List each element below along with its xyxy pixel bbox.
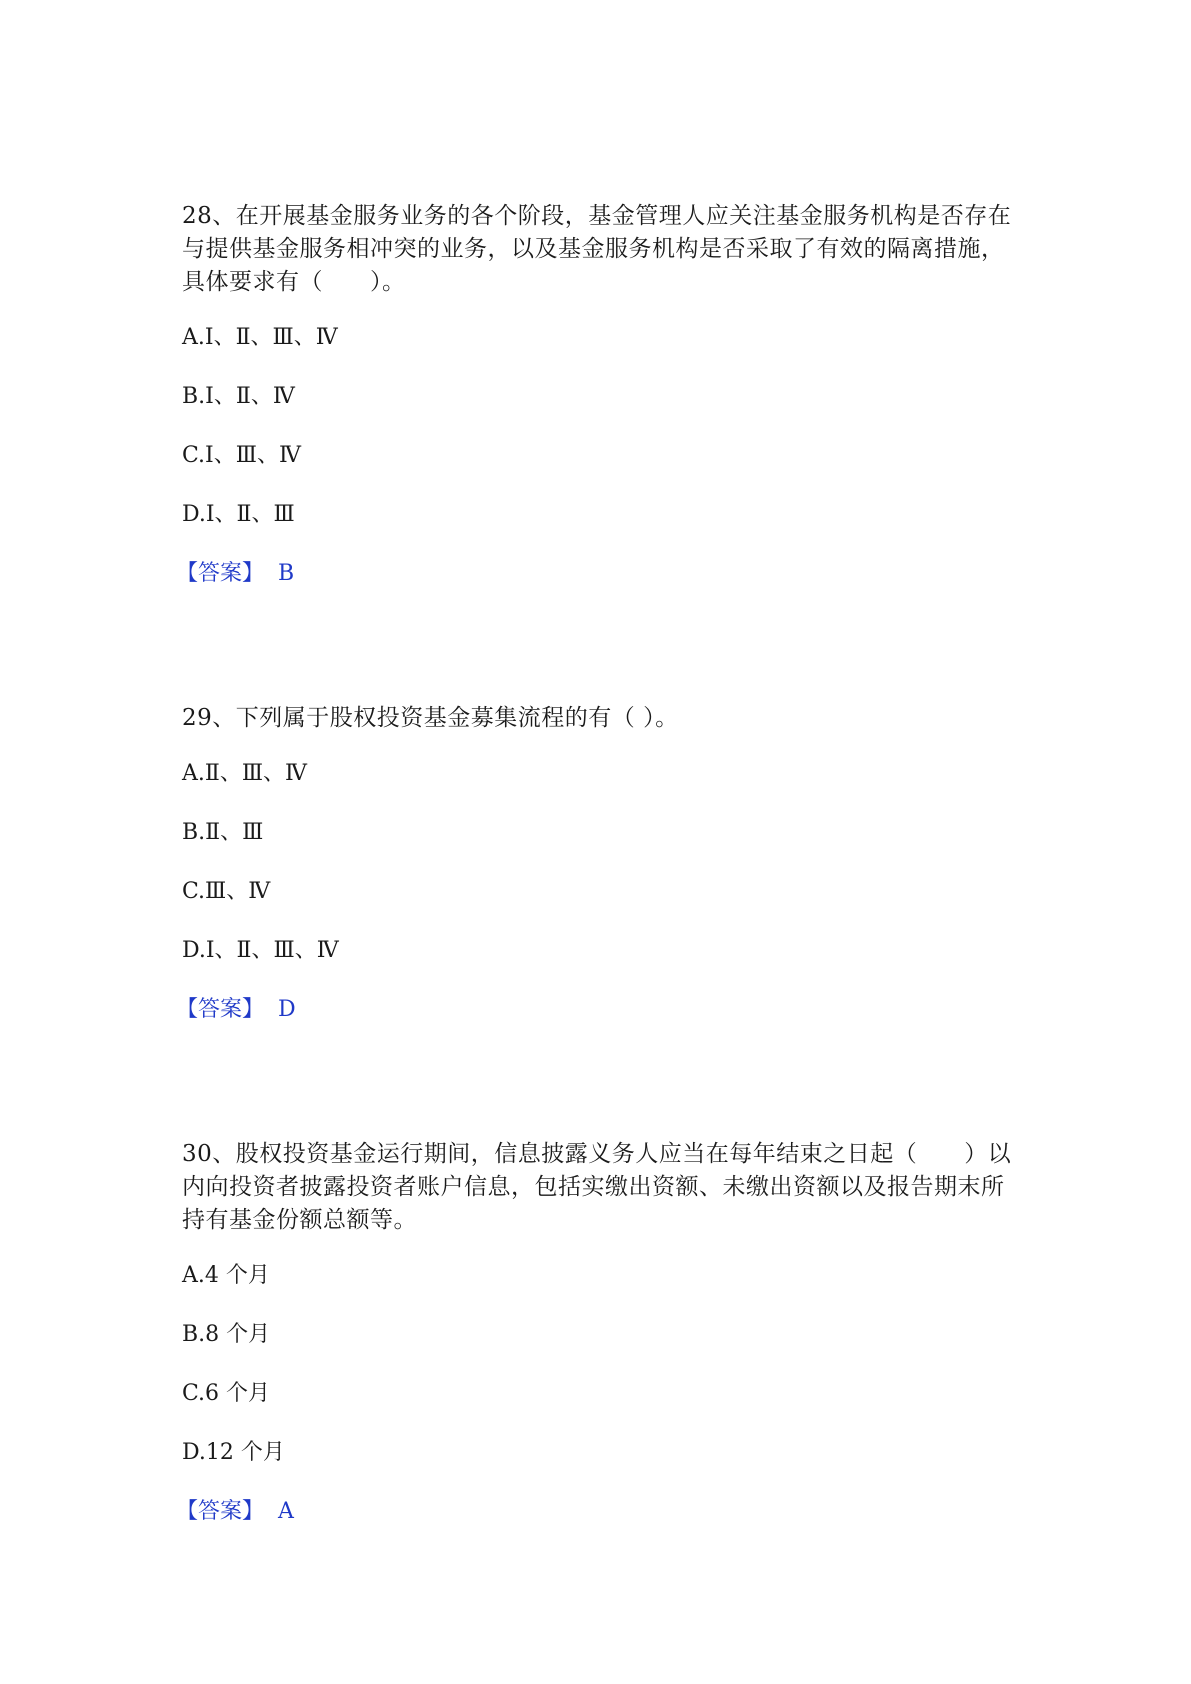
option-letter: D.: [182, 1440, 206, 1465]
option-c: [182, 875, 1012, 908]
exam-page: [176, 200, 1012, 1528]
answer-line: [176, 993, 1012, 1026]
option-letter: A.: [182, 325, 205, 350]
option-d: [182, 498, 1012, 531]
option-text: Ⅰ、Ⅱ、Ⅲ、Ⅳ: [204, 325, 338, 350]
question-28: [176, 200, 1012, 590]
option-text: 8 个月: [205, 1322, 271, 1347]
option-a: [182, 1259, 1012, 1292]
option-letter: B.: [182, 1322, 206, 1347]
question-29: [176, 702, 1012, 1026]
option-b: [182, 1318, 1012, 1351]
answer-line: [176, 557, 1012, 590]
option-letter: D.: [182, 502, 206, 527]
option-text: Ⅰ、Ⅲ、Ⅳ: [205, 443, 301, 468]
option-b: [182, 380, 1012, 413]
spacer: [182, 1026, 1012, 1138]
option-text: 6 个月: [205, 1381, 271, 1406]
option-d: [182, 1436, 1012, 1469]
option-c: [182, 439, 1012, 472]
option-d: [182, 934, 1012, 967]
question-stem: 30、股权投资基金运行期间，信息披露义务人应当在每年结束之日起（ ）以内向投资者披露投资者账户信息，包括实缴出资额、未缴出资额以及报告期末所持有基金份额总额等。: [182, 1141, 1012, 1233]
spacer: [182, 590, 1012, 702]
option-letter: A.: [182, 761, 205, 786]
option-text: 12 个月: [205, 1440, 285, 1465]
option-list: [182, 1259, 1012, 1469]
option-text: Ⅰ、Ⅱ、Ⅳ: [205, 384, 295, 409]
answer-value: D: [278, 997, 296, 1022]
option-text: Ⅰ、Ⅱ、Ⅲ: [205, 502, 295, 527]
answer-value: B: [278, 561, 295, 586]
answer-label: 【答案】: [176, 997, 265, 1022]
option-letter: B.: [182, 820, 206, 845]
option-letter: C.: [182, 443, 206, 468]
option-letter: A.: [182, 1263, 205, 1288]
option-text: Ⅱ、Ⅲ: [205, 820, 264, 845]
question-stem: 29、下列属于股权投资基金募集流程的有（ ）。: [182, 705, 679, 731]
option-letter: C.: [182, 1381, 206, 1406]
option-letter: B.: [182, 384, 206, 409]
option-b: [182, 816, 1012, 849]
option-text: 4 个月: [204, 1263, 270, 1288]
option-letter: C.: [182, 879, 206, 904]
option-c: [182, 1377, 1012, 1410]
option-a: [182, 321, 1012, 354]
option-letter: D.: [182, 938, 206, 963]
option-text: Ⅰ、Ⅱ、Ⅲ、Ⅳ: [205, 938, 339, 963]
answer-value: A: [278, 1499, 294, 1524]
option-text: Ⅲ、Ⅳ: [205, 879, 271, 904]
option-text: Ⅱ、Ⅲ、Ⅳ: [204, 761, 308, 786]
answer-label: 【答案】: [176, 1499, 265, 1524]
answer-label: 【答案】: [176, 561, 265, 586]
question-stem: 28、在开展基金服务业务的各个阶段，基金管理人应关注基金服务机构是否存在与提供基金服务相冲突的业务，以及基金服务机构是否采取了有效的隔离措施，具体要求有（ ）。: [182, 203, 1012, 295]
option-list: [182, 757, 1012, 967]
question-30: [176, 1138, 1012, 1528]
answer-line: [176, 1495, 1012, 1528]
option-a: [182, 757, 1012, 790]
option-list: [182, 321, 1012, 531]
